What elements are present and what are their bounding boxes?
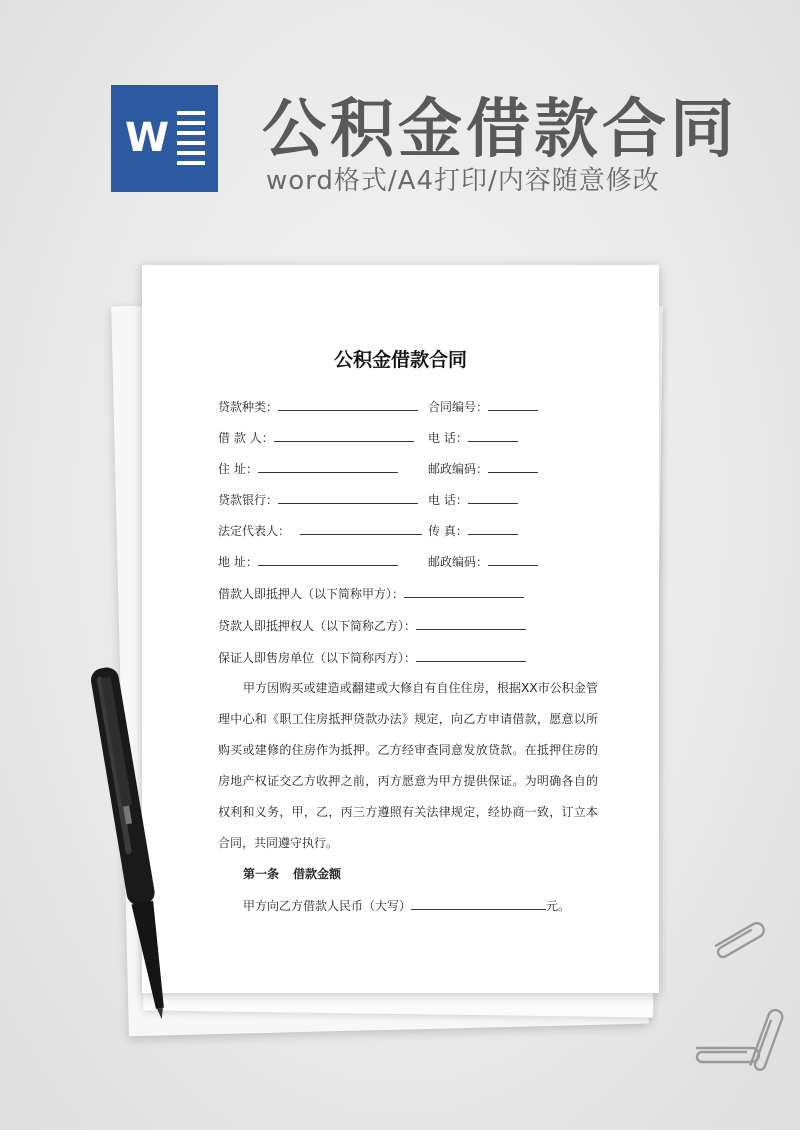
field-label: 贷款银行： <box>218 493 279 507</box>
field-label: 电 话： <box>428 493 468 507</box>
field-label: 住 址： <box>218 462 258 476</box>
field-label: 借 款 人： <box>218 431 274 445</box>
field-label: 地 址： <box>218 555 258 569</box>
header-title: 公积金借款合同 <box>262 93 738 167</box>
field-label: 法定代表人： <box>218 524 291 538</box>
field-label: 贷款种类： <box>218 400 279 414</box>
party-label: 贷款人即抵押权人（以下简称乙方）： <box>218 619 417 633</box>
loan-amount-suffix: 元。 <box>546 899 571 913</box>
paper-clip-icon <box>706 912 776 962</box>
word-logo-letter: W <box>124 115 170 161</box>
field-label: 传 真： <box>428 524 468 538</box>
loan-amount-prefix: 甲方向乙方借款人民币（大写） <box>243 899 412 913</box>
section-title: 借款金额 <box>293 867 342 881</box>
section-number: 第一条 <box>243 867 280 881</box>
field-label: 邮政编码： <box>428 462 489 476</box>
field-label: 邮政编码： <box>428 555 489 569</box>
body-paragraph: 甲方因购买或建造或翻建或大修自有自住住房，根据XX市公积金管理中心和《职工住房抵押贷款办法》规定，向乙方申请借款，愿意以所购买或建修的住房作为抵押。乙方经审查同意发放贷款。在抵押住房的房地产权证交乙方收押之前，丙方愿意为甲方提供保证。为明确各自的权利和义务，甲，乙，丙三方遵照有关法律规定，经协商一致，订立本合同，共同遵守执行。 <box>218 681 598 850</box>
paper-clip-icon <box>748 1000 788 1080</box>
header-subtitle: word格式/A4打印/内容随意修改 <box>266 166 660 196</box>
field-label: 电 话： <box>428 431 468 445</box>
party-label: 保证人即售房单位（以下简称丙方）： <box>218 651 417 665</box>
document-title: 公积金借款合同 <box>333 349 467 371</box>
party-label: 借款人即抵押人（以下简称甲方）： <box>218 587 405 601</box>
field-label: 合同编号： <box>428 400 489 414</box>
